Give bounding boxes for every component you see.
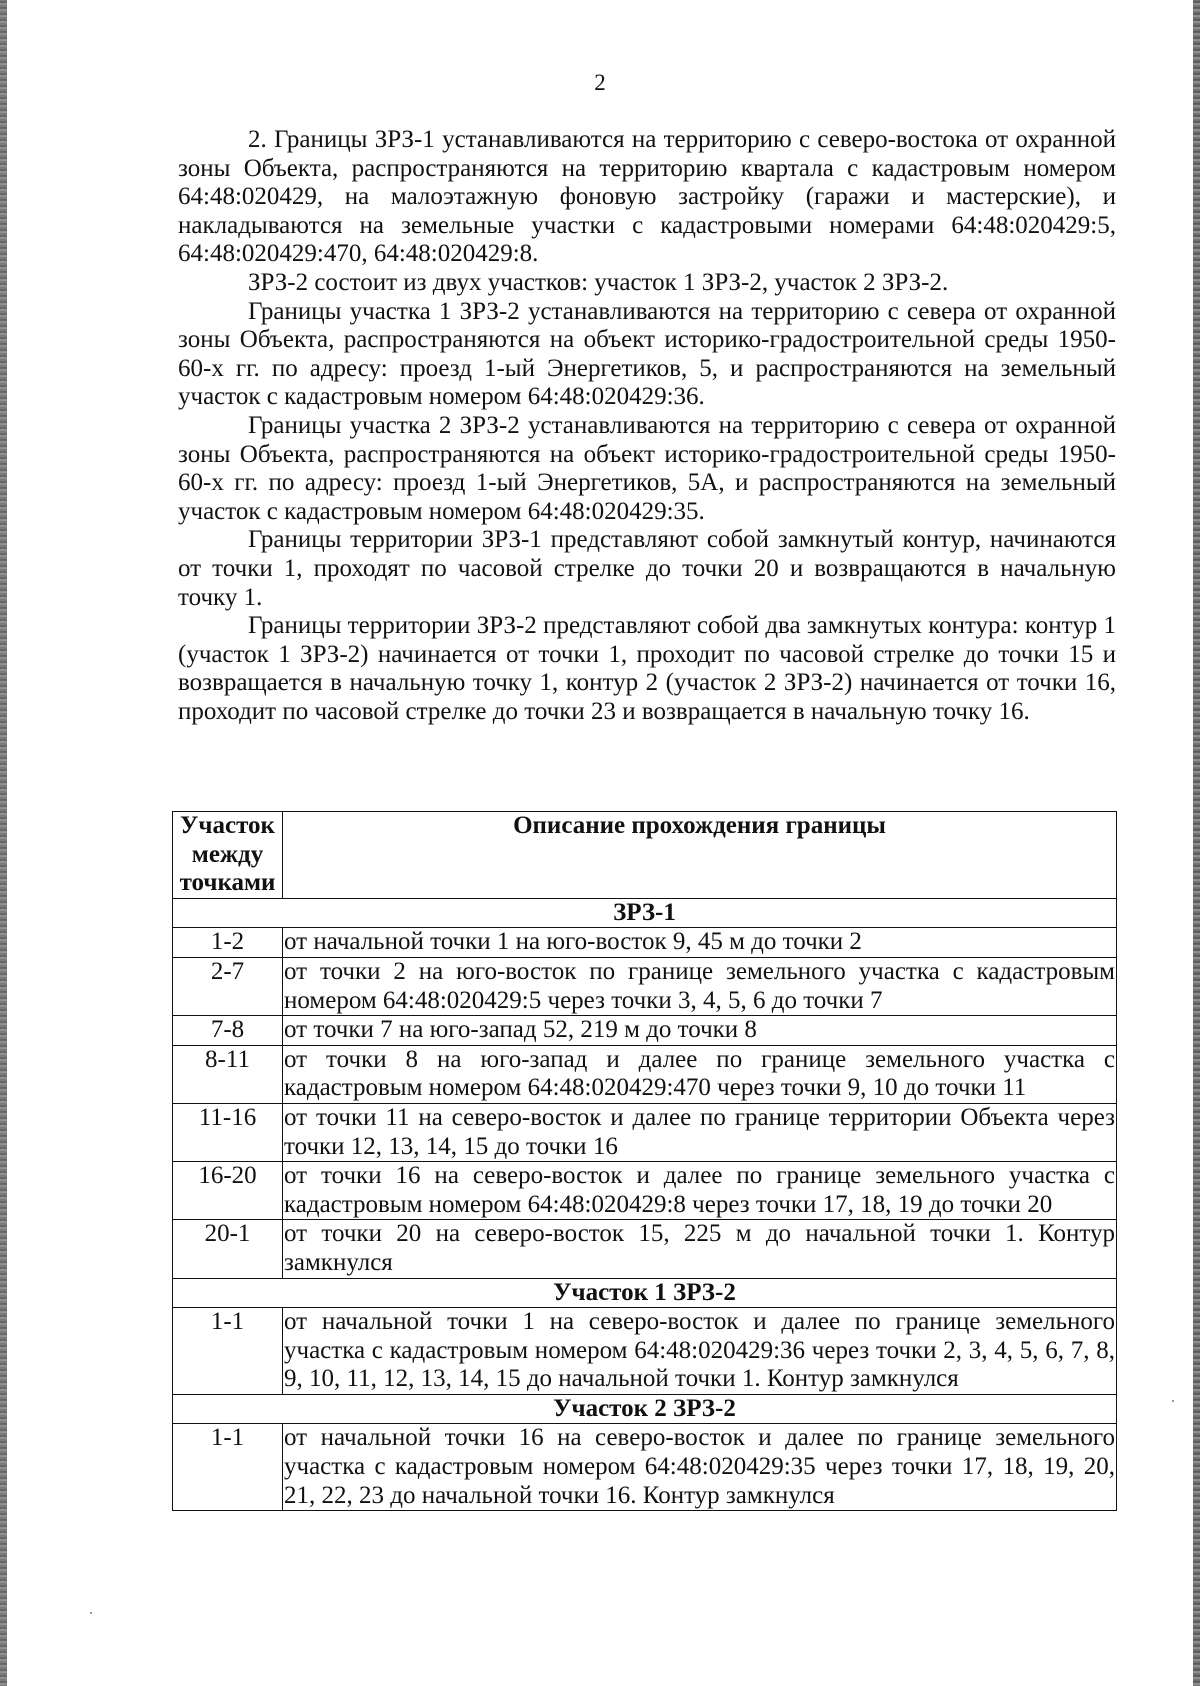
description-cell: от точки 2 на юго-восток по границе земельного участка с кадастровым номером 64:48:020429:5 через точки 3, 4, 5, 6 до точки 7 [283, 957, 1117, 1015]
document-body [178, 126, 1116, 726]
header-description: Описание прохождения границы [283, 812, 1117, 899]
paragraph: Границы участка 1 ЗРЗ-2 устанавливаются на территорию с севера от охранной зоны Объекта, распространяются на объект историко-градостроительной среды 1950-60-х гг. по адресу: проезд 1-ый Энергетиков, 5, и распространяются на земельный участок с кадастровым номером 64:48:020429:36. [178, 297, 1116, 411]
table-row [173, 1045, 1117, 1103]
page-number: 2 [594, 70, 606, 95]
table-header-row [173, 812, 1117, 899]
description-cell: от начальной точки 1 на юго-восток 9, 45 м до точки 2 [283, 928, 1117, 958]
paragraph: Границы участка 2 ЗРЗ-2 устанавливаются на территорию с севера от охранной зоны Объекта, распространяются на объект историко-градостроительной среды 1950-60-х гг. по адресу: проезд 1-ый Энергетиков, 5А, и распространяются на земельный участок с кадастровым номером 64:48:020429:35. [178, 411, 1116, 525]
description-cell: от точки 16 на северо-восток и далее по границе земельного участка с кадастровым номером 64:48:020429:8 через точки 17, 18, 19 до точки 20 [283, 1162, 1117, 1220]
segment-cell: 11-16 [173, 1103, 283, 1161]
paragraph: ЗРЗ-2 состоит из двух участков: участок 1 ЗРЗ-2, участок 2 ЗРЗ-2. [248, 268, 949, 296]
section-row [173, 1278, 1117, 1308]
boundary-table [172, 811, 1117, 1511]
description-cell: от точки 11 на северо-восток и далее по границе территории Объекта через точки 12, 13, 14, 15 до точки 16 [283, 1103, 1117, 1161]
segment-cell: 1-1 [173, 1308, 283, 1395]
table-row [173, 957, 1117, 1015]
table-row [173, 1308, 1117, 1395]
section-title: ЗРЗ-1 [173, 898, 1117, 928]
table-row [173, 1220, 1117, 1278]
segment-cell: 1-2 [173, 928, 283, 958]
description-cell: от точки 8 на юго-запад и далее по границе земельного участка с кадастровым номером 64:48:020429:470 через точки 9, 10 до точки 11 [283, 1045, 1117, 1103]
paragraph: 2. Границы ЗРЗ-1 устанавливаются на территорию с северо-востока от охранной зоны Объекта, распространяются на территорию квартала с кадастровым номером 64:48:020429, на малоэтажную фоновую застройку (гаражи и мастерские), и накладываются на земельные участки с кадастровыми номерами 64:48:020429:5, 64:48:020429:470, 64:48:020429:8. [178, 126, 1116, 268]
header-segment: Участок между точками [173, 812, 283, 899]
description-cell: от точки 20 на северо-восток 15, 225 м до начальной точки 1. Контур замкнулся [283, 1220, 1117, 1278]
section-row [173, 1394, 1117, 1424]
description-cell: от начальной точки 1 на северо-восток и далее по границе земельного участка с кадастровым номером 64:48:020429:36 через точки 2, 3, 4, 5, 6, 7, 8, 9, 10, 11, 12, 13, 14, 15 до начальной точки 1. Контур замкнулся [283, 1308, 1117, 1395]
table-row [173, 1162, 1117, 1220]
segment-cell: 1-1 [173, 1424, 283, 1511]
paragraph: Границы территории ЗРЗ-1 представляют собой замкнутый контур, начинаются от точки 1, проходят по часовой стрелке до точки 20 и возвращаются в начальную точку 1. [178, 526, 1116, 611]
scan-edge-left [0, 0, 7, 1686]
table-row [173, 1016, 1117, 1046]
paragraph: Границы территории ЗРЗ-2 представляют собой два замкнутых контура: контур 1 (участок 1 ЗРЗ-2) начинается от точки 1, проходит по часовой стрелке до точки 15 и возвращается в начальную точку 1, контур 2 (участок 2 ЗРЗ-2) начинается от точки 16, проходит по часовой стрелке до точки 23 и возвращается в начальную точку 16. [178, 612, 1116, 725]
table-row [173, 928, 1117, 958]
segment-cell: 20-1 [173, 1220, 283, 1278]
section-title: Участок 2 ЗРЗ-2 [173, 1394, 1117, 1424]
section-title: Участок 1 ЗРЗ-2 [173, 1278, 1117, 1308]
description-cell: от точки 7 на юго-запад 52, 219 м до точки 8 [283, 1016, 1117, 1046]
section-row [173, 898, 1117, 928]
segment-cell: 7-8 [173, 1016, 283, 1046]
table-row [173, 1103, 1117, 1161]
description-cell: от начальной точки 16 на северо-восток и далее по границе земельного участка с кадастровым номером 64:48:020429:35 через точки 17, 18, 19, 20, 21, 22, 23 до начальной точки 16. Контур замкнулся [283, 1424, 1117, 1511]
segment-cell: 16-20 [173, 1162, 283, 1220]
scan-speck [1172, 1400, 1174, 1402]
table-row [173, 1424, 1117, 1511]
scan-speck [90, 1612, 92, 1614]
segment-cell: 2-7 [173, 957, 283, 1015]
scan-edge-right [1193, 0, 1200, 1686]
segment-cell: 8-11 [173, 1045, 283, 1103]
